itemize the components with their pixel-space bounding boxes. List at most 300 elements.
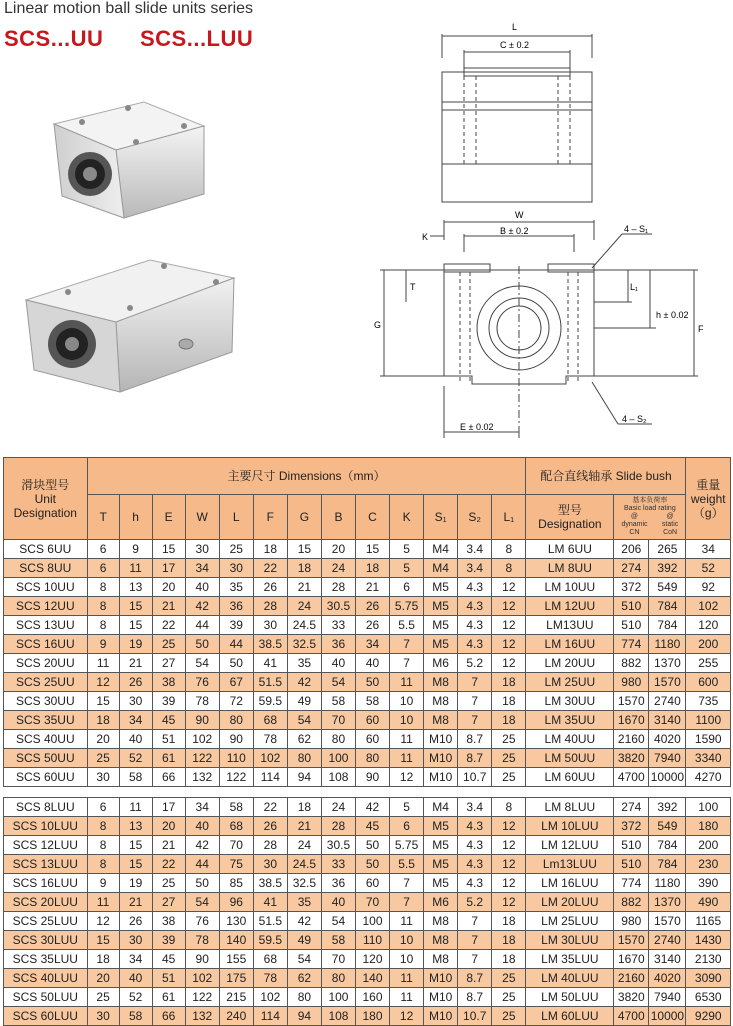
table-cell: 61 — [152, 749, 185, 768]
label-h: h ± 0.02 — [656, 310, 689, 320]
label-C: C ± 0.2 — [500, 40, 529, 50]
unit-designation-cell: SCS 10UU — [4, 578, 88, 597]
table-cell: 40 — [321, 654, 355, 673]
load-header-en: Basic load rating — [623, 505, 676, 512]
table-cell: 5 — [390, 540, 424, 559]
label-F: F — [698, 324, 704, 334]
table-cell: 8 — [87, 817, 119, 836]
table-row — [4, 730, 731, 749]
table-cell: 21 — [119, 893, 152, 912]
table-cell: 30.5 — [321, 836, 355, 855]
table-cell: 5.5 — [390, 855, 424, 874]
label-W: W — [515, 210, 524, 220]
table-cell: 3140 — [649, 950, 686, 969]
table-cell: 40 — [355, 654, 389, 673]
table-cell: 38.5 — [253, 874, 287, 893]
table-cell: 240 — [219, 1007, 253, 1026]
table-row — [4, 988, 731, 1007]
table-cell: 60 — [355, 711, 389, 730]
table-cell: 7 — [390, 874, 424, 893]
table-cell: 26 — [355, 616, 389, 635]
table-cell: 1180 — [649, 874, 686, 893]
table-cell: 58 — [119, 1007, 152, 1026]
table-cell: 39 — [152, 931, 185, 950]
table-cell: 25 — [492, 988, 526, 1007]
table-cell: 1570 — [614, 692, 649, 711]
table-row — [4, 559, 731, 578]
table-cell: 8 — [87, 616, 119, 635]
table-cell: 8 — [492, 540, 526, 559]
table-cell: 774 — [614, 635, 649, 654]
unit-designation-cell: SCS 50UU — [4, 749, 88, 768]
table-cell: 102 — [686, 597, 731, 616]
table-cell: 22 — [152, 616, 185, 635]
table-cell: 4020 — [649, 969, 686, 988]
table-cell: 41 — [253, 893, 287, 912]
table-cell: 58 — [321, 931, 355, 950]
static-header — [662, 513, 678, 537]
table-cell: 9 — [119, 540, 152, 559]
table-cell: 32.5 — [287, 874, 321, 893]
table-cell: 6 — [87, 798, 119, 817]
table-cell: 30 — [87, 1007, 119, 1026]
table-cell: 132 — [185, 1007, 219, 1026]
table-cell: LM 35UU — [526, 711, 614, 730]
table-row — [4, 654, 731, 673]
unit-designation-cell: SCS 13LUU — [4, 855, 88, 874]
unit-designation-cell: SCS 25LUU — [4, 912, 88, 931]
table-cell: 4270 — [686, 768, 731, 787]
product-photo-short — [44, 96, 214, 226]
table-cell: M4 — [424, 798, 458, 817]
table-cell: 8.7 — [458, 988, 492, 1007]
table-cell: M6 — [424, 893, 458, 912]
table-cell: 372 — [614, 817, 649, 836]
table-cell: 78 — [185, 931, 219, 950]
table-cell: 80 — [355, 749, 389, 768]
table-cell: 12 — [492, 616, 526, 635]
table-cell: M4 — [424, 559, 458, 578]
table-row — [4, 692, 731, 711]
table-cell: M8 — [424, 950, 458, 969]
table-cell: 1670 — [614, 711, 649, 730]
table-cell: 510 — [614, 597, 649, 616]
table-cell: 2160 — [614, 969, 649, 988]
table-cell: 11 — [390, 912, 424, 931]
table-cell: 58 — [119, 768, 152, 787]
table-cell: LM 20UU — [526, 654, 614, 673]
table-cell: 54 — [321, 673, 355, 692]
table-cell: 980 — [614, 673, 649, 692]
table-cell: 15 — [87, 931, 119, 950]
table-cell: 5.2 — [458, 893, 492, 912]
table-cell: 390 — [686, 874, 731, 893]
table-cell: 24 — [287, 597, 321, 616]
table-cell: 80 — [321, 730, 355, 749]
table-cell: 7940 — [649, 749, 686, 768]
table-cell: 122 — [219, 768, 253, 787]
table-cell: 102 — [185, 730, 219, 749]
table-cell: 140 — [355, 969, 389, 988]
table-cell: 36 — [321, 874, 355, 893]
table-cell: 38.5 — [253, 635, 287, 654]
table-cell: 18 — [287, 559, 321, 578]
table-cell: 10 — [390, 692, 424, 711]
table-cell: 6 — [390, 578, 424, 597]
table-cell: 90 — [185, 711, 219, 730]
table-cell: 25 — [87, 988, 119, 1007]
table-cell: 59.5 — [253, 931, 287, 950]
table-cell: 21 — [152, 836, 185, 855]
table-cell: LM 40UU — [526, 730, 614, 749]
table-cell: 78 — [253, 730, 287, 749]
table-cell: 80 — [219, 711, 253, 730]
table-cell: 2740 — [649, 931, 686, 950]
dimensions-table — [3, 457, 731, 1026]
table-cell: 68 — [219, 817, 253, 836]
table-cell: LM 8LUU — [526, 798, 614, 817]
table-cell: 51 — [152, 730, 185, 749]
table-cell: 13 — [119, 578, 152, 597]
col-S1: S₁ — [424, 495, 458, 540]
table-cell: M5 — [424, 635, 458, 654]
table-cell: 15 — [152, 540, 185, 559]
unit-designation-cell: SCS 8LUU — [4, 798, 88, 817]
table-cell: 33 — [321, 616, 355, 635]
table-cell: 11 — [119, 559, 152, 578]
table-cell: 3820 — [614, 988, 649, 1007]
table-cell: 94 — [287, 1007, 321, 1026]
table-cell: 180 — [686, 817, 731, 836]
table-cell: 7 — [458, 950, 492, 969]
unit-designation-cell: SCS 60UU — [4, 768, 88, 787]
table-cell: 200 — [686, 635, 731, 654]
unit-designation-cell: SCS 16LUU — [4, 874, 88, 893]
table-cell: 4.3 — [458, 817, 492, 836]
table-body — [4, 540, 731, 1026]
table-cell: 24 — [287, 836, 321, 855]
table-cell: 9 — [87, 635, 119, 654]
table-cell: 45 — [152, 950, 185, 969]
table-cell: 1180 — [649, 635, 686, 654]
unit-designation-cell: SCS 20LUU — [4, 893, 88, 912]
table-cell: 17 — [152, 798, 185, 817]
table-cell: 11 — [390, 749, 424, 768]
table-cell: 120 — [686, 616, 731, 635]
weight-header-cn: 重量 — [696, 477, 721, 492]
table-cell: 9 — [87, 874, 119, 893]
unit-designation-cell: SCS 13UU — [4, 616, 88, 635]
table-cell: 206 — [614, 540, 649, 559]
static-unit: CoN — [663, 529, 678, 536]
table-cell: 5.75 — [390, 836, 424, 855]
table-cell: 1570 — [649, 912, 686, 931]
table-cell: M10 — [424, 730, 458, 749]
label-S1: 4 – S₁ — [624, 224, 649, 234]
table-cell: 28 — [253, 836, 287, 855]
table-cell: 52 — [119, 988, 152, 1007]
table-cell: 1100 — [686, 711, 731, 730]
unit-designation-cell: SCS 16UU — [4, 635, 88, 654]
table-cell: 8 — [492, 798, 526, 817]
table-cell: 54 — [185, 893, 219, 912]
table-cell: 4.3 — [458, 855, 492, 874]
table-cell: 10000 — [649, 768, 686, 787]
table-cell: 2740 — [649, 692, 686, 711]
table-cell: 12 — [390, 768, 424, 787]
table-cell: 230 — [686, 855, 731, 874]
table-cell: 30 — [119, 931, 152, 950]
table-cell: 3.4 — [458, 798, 492, 817]
table-cell: 25 — [492, 1007, 526, 1026]
table-cell: 78 — [253, 969, 287, 988]
unit-designation-cell: SCS 30UU — [4, 692, 88, 711]
table-cell: 15 — [87, 692, 119, 711]
table-cell: 980 — [614, 912, 649, 931]
table-cell: 18 — [355, 559, 389, 578]
table-cell: 34 — [355, 635, 389, 654]
table-cell: 11 — [87, 654, 119, 673]
table-cell: 76 — [185, 673, 219, 692]
table-cell: 67 — [219, 673, 253, 692]
table-cell: 6 — [390, 817, 424, 836]
section-gap — [4, 787, 731, 798]
label-K: K — [422, 232, 429, 242]
table-cell: 10 — [390, 931, 424, 950]
table-cell: 12 — [492, 817, 526, 836]
table-cell: 12 — [492, 855, 526, 874]
table-cell: 11 — [390, 969, 424, 988]
label-L1: L₁ — [630, 282, 639, 292]
table-cell: 114 — [253, 768, 287, 787]
col-L1: L₁ — [492, 495, 526, 540]
table-cell: 11 — [390, 673, 424, 692]
unit-designation-cell: SCS 35LUU — [4, 950, 88, 969]
table-cell: 18 — [87, 950, 119, 969]
table-cell: 7 — [458, 931, 492, 950]
table-row — [4, 749, 731, 768]
table-cell: 20 — [87, 730, 119, 749]
code-uu: SCS...UU — [4, 26, 104, 51]
table-cell: 175 — [219, 969, 253, 988]
table-cell: M5 — [424, 855, 458, 874]
table-row — [4, 635, 731, 654]
table-cell: 40 — [119, 730, 152, 749]
table-cell: 35 — [287, 893, 321, 912]
table-cell: 60 — [355, 730, 389, 749]
table-cell: 70 — [219, 836, 253, 855]
table-cell: 12 — [492, 874, 526, 893]
table-cell: 25 — [219, 540, 253, 559]
table-cell: 4700 — [614, 768, 649, 787]
table-cell: 11 — [87, 893, 119, 912]
unit-designation-cell: SCS 60LUU — [4, 1007, 88, 1026]
table-cell: 62 — [287, 969, 321, 988]
table-cell: 61 — [152, 988, 185, 1007]
table-cell: 22 — [253, 798, 287, 817]
table-cell: 15 — [119, 855, 152, 874]
table-cell: 92 — [686, 578, 731, 597]
table-cell: 882 — [614, 893, 649, 912]
table-cell: 510 — [614, 616, 649, 635]
table-cell: 80 — [287, 988, 321, 1007]
table-cell: 40 — [185, 817, 219, 836]
table-cell: LM 25LUU — [526, 912, 614, 931]
table-cell: 58 — [355, 692, 389, 711]
table-cell: 52 — [119, 749, 152, 768]
table-cell: LM 20LUU — [526, 893, 614, 912]
table-cell: LM 40LUU — [526, 969, 614, 988]
table-cell: 160 — [355, 988, 389, 1007]
table-cell: 54 — [185, 654, 219, 673]
table-cell: 6530 — [686, 988, 731, 1007]
table-cell: 8 — [87, 578, 119, 597]
table-cell: 70 — [355, 893, 389, 912]
unit-designation-cell: SCS 10LUU — [4, 817, 88, 836]
table-cell: 24 — [321, 559, 355, 578]
table-cell: 7 — [390, 893, 424, 912]
table-cell: 215 — [219, 988, 253, 1007]
table-cell: 19 — [119, 874, 152, 893]
table-cell: 5.2 — [458, 654, 492, 673]
table-cell: M8 — [424, 673, 458, 692]
table-cell: 54 — [287, 711, 321, 730]
table-row — [4, 836, 731, 855]
table-cell: 26 — [253, 578, 287, 597]
table-cell: 15 — [119, 597, 152, 616]
table-cell: 36 — [219, 597, 253, 616]
table-cell: 24.5 — [287, 616, 321, 635]
table-cell: 58 — [219, 798, 253, 817]
table-cell: M5 — [424, 874, 458, 893]
table-cell: 255 — [686, 654, 731, 673]
table-cell: LM 35LUU — [526, 950, 614, 969]
table-cell: LM 60UU — [526, 768, 614, 787]
table-row — [4, 540, 731, 559]
table-cell: 18 — [253, 540, 287, 559]
table-cell: 68 — [253, 950, 287, 969]
unit-header — [4, 458, 88, 540]
table-cell: 110 — [219, 749, 253, 768]
table-cell: 12 — [492, 635, 526, 654]
table-cell: 274 — [614, 798, 649, 817]
table-cell: 26 — [355, 597, 389, 616]
table-cell: 4.3 — [458, 635, 492, 654]
table-cell: 1570 — [614, 931, 649, 950]
table-cell: 34 — [119, 950, 152, 969]
table-row — [4, 817, 731, 836]
table-row — [4, 616, 731, 635]
table-cell: 45 — [152, 711, 185, 730]
table-cell: 549 — [649, 817, 686, 836]
table-cell: 44 — [219, 635, 253, 654]
table-cell: 10 — [390, 711, 424, 730]
unit-designation-cell: SCS 35UU — [4, 711, 88, 730]
table-cell: M5 — [424, 578, 458, 597]
unit-designation-cell: SCS 20UU — [4, 654, 88, 673]
table-cell: 32.5 — [287, 635, 321, 654]
table-cell: 80 — [287, 749, 321, 768]
table-row — [4, 855, 731, 874]
table-cell: 12 — [87, 912, 119, 931]
table-cell: M8 — [424, 692, 458, 711]
table-cell: LM 50UU — [526, 749, 614, 768]
table-cell: 45 — [355, 817, 389, 836]
table-cell: 30 — [253, 616, 287, 635]
weight-header-en: weight（g） — [690, 491, 726, 520]
table-cell: 784 — [649, 597, 686, 616]
table-cell: 10.7 — [458, 1007, 492, 1026]
table-cell: 3.4 — [458, 559, 492, 578]
table-cell: 70 — [321, 711, 355, 730]
table-cell: 15 — [119, 616, 152, 635]
table-cell: 4.3 — [458, 616, 492, 635]
table-cell: LM 16LUU — [526, 874, 614, 893]
table-cell: 100 — [321, 988, 355, 1007]
table-cell: 42 — [185, 597, 219, 616]
table-cell: 5 — [390, 559, 424, 578]
dimensions-header: 主要尺寸 Dimensions（mm） — [87, 458, 526, 495]
table-cell: M10 — [424, 749, 458, 768]
table-cell: 6 — [87, 559, 119, 578]
table-cell: 784 — [649, 855, 686, 874]
slide-bush-header: 配合直线轴承 Slide bush — [526, 458, 686, 495]
table-cell: 36 — [321, 635, 355, 654]
table-cell: 7 — [458, 912, 492, 931]
unit-designation-cell: SCS 25UU — [4, 673, 88, 692]
unit-header-en: Unit Designation — [13, 491, 77, 520]
table-cell: 155 — [219, 950, 253, 969]
table-cell: 10000 — [649, 1007, 686, 1026]
dynamic-header — [621, 513, 647, 537]
table-cell: LM 8UU — [526, 559, 614, 578]
table-cell: 21 — [287, 817, 321, 836]
table-cell: 24.5 — [287, 855, 321, 874]
table-cell: 34 — [119, 711, 152, 730]
table-cell: LM 12UU — [526, 597, 614, 616]
table-cell: 600 — [686, 673, 731, 692]
table-cell: 7 — [458, 673, 492, 692]
table-cell: 1370 — [649, 893, 686, 912]
table-cell: 50 — [355, 836, 389, 855]
table-cell: 21 — [355, 578, 389, 597]
col-L: L — [219, 495, 253, 540]
table-cell: 26 — [119, 673, 152, 692]
col-S2: S₂ — [458, 495, 492, 540]
table-cell: 180 — [355, 1007, 389, 1026]
table-cell: M5 — [424, 836, 458, 855]
table-cell: 51 — [152, 969, 185, 988]
static-label: static — [661, 521, 679, 528]
table-cell: 122 — [185, 988, 219, 1007]
table-cell: 140 — [219, 931, 253, 950]
table-cell: 66 — [152, 768, 185, 787]
table-cell: 3820 — [614, 749, 649, 768]
table-cell: 7 — [458, 711, 492, 730]
table-cell: M10 — [424, 1007, 458, 1026]
table-cell: 51.5 — [253, 673, 287, 692]
table-cell: 8 — [492, 559, 526, 578]
table-cell: 33 — [321, 855, 355, 874]
table-cell: 22 — [152, 855, 185, 874]
table-cell: 54 — [321, 912, 355, 931]
table-cell: 392 — [649, 798, 686, 817]
table-cell: 39 — [219, 616, 253, 635]
table-cell: 25 — [492, 768, 526, 787]
table-cell: 20 — [321, 540, 355, 559]
table-cell: 50 — [185, 635, 219, 654]
table-cell: 25 — [87, 749, 119, 768]
